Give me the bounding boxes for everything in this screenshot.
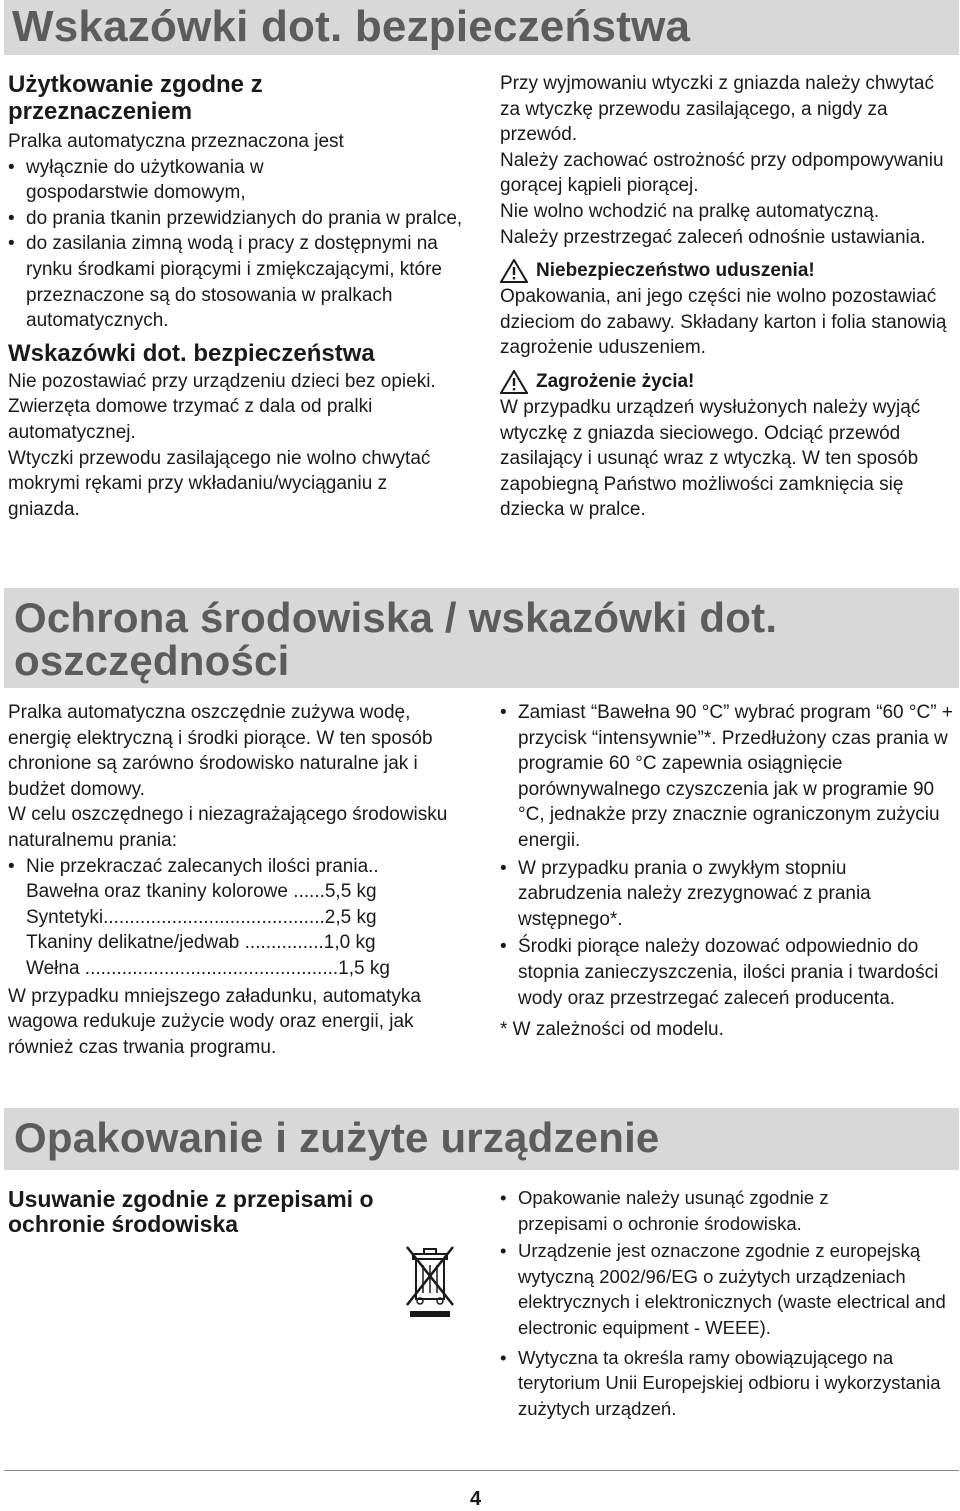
load-row: Syntetyki..........................................2,5 kg — [26, 906, 377, 928]
intended-use-list — [8, 155, 463, 334]
weee-crossed-bin-icon — [404, 1243, 456, 1319]
safety-subheading: Wskazówki dot. bezpieczeństwa — [8, 339, 375, 367]
list-item: • do zasilania zimną wodą i pracy z dostępnymi na rynku środkami piorącymi i zmiękczającymi, które przeznaczone są do stosowania w pralkach automatycznych. — [8, 231, 463, 333]
section-title-line: oszczędności — [14, 637, 290, 684]
environment-outro: W przypadku mniejszego załadunku, automatyka wagowa redukuje zużycie wody oraz energii, jak również czas trwania programu. — [8, 985, 421, 1058]
safety-paragraph: Należy zachować ostrożność przy odpompowywaniu gorącej kąpieli piorącej. — [500, 149, 944, 197]
list-item: • Wytyczna ta określa ramy obowiązującego na terytorium Unii Europejskiej odbioru i wykorzystania zużytych urządzeń. — [500, 1345, 958, 1422]
list-item: • Opakowanie należy usunąć zgodnie z przepisami o ochronie środowiska. — [500, 1185, 880, 1236]
list-item: • wyłącznie do użytkowania w gospodarstwie domowym, — [8, 155, 298, 206]
safety-paragraph: Przy wyjmowaniu wtyczki z gniazda należy chwytać za wtyczkę przewodu zasilającego, a nigdy za przewód. — [500, 73, 934, 146]
disposal-list — [500, 1185, 958, 1421]
warning-title: Niebezpieczeństwo uduszenia! — [536, 260, 815, 282]
page-number: 4 — [470, 1488, 482, 1510]
list-item: • W przypadku prania o zwykłym stopniu zabrudzenia należy zrezygnować z prania wstępnego*. — [500, 856, 955, 933]
environment-left-column — [8, 700, 468, 1060]
load-row: Wełna ................................................1,5 kg — [26, 957, 390, 979]
packaging-right-column — [500, 1185, 958, 1421]
safety-paragraph: Wtyczki przewodu zasilającego nie wolno chwytać mokrymi rękami przy wkładaniu/wyciąganiu z gniazda. — [8, 447, 431, 520]
warning-triangle-icon — [500, 370, 528, 394]
list-item: • do prania tkanin przewidzianych do prania w pralce, — [8, 206, 463, 232]
footer-divider — [4, 1470, 959, 1471]
safety-paragraph: Nie pozostawiać przy urządzeniu dzieci bez opieki. — [8, 370, 436, 392]
intended-use-heading: Użytkowanie zgodne z przeznaczeniem — [8, 71, 263, 125]
load-row: Tkaniny delikatne/jedwab ...............1,0 kg — [26, 932, 376, 954]
list-item: • Zamiast “Bawełna 90 °C” wybrać program “60 °C” + przycisk “intensywnie”*. Przedłużony czas prania w programie 60 °C zapewnia osiągnięcie porównywalnego czyszczenia jak w programie 90 °C, jednakże przy znacznie ograniczonym zużyciu energii. — [500, 700, 955, 854]
safety-left-column — [8, 71, 463, 522]
warning-danger-to-life — [500, 369, 950, 395]
disposal-heading: Usuwanie zgodnie z przepisami o ochronie środowiska — [8, 1186, 374, 1237]
environment-intro: Pralka automatyczna oszczędnie zużywa wodę, energię elektryczną i środki piorące. W ten sposób chronione są zarówno środowisko naturalne jak i budżet domowy. — [8, 702, 433, 800]
environment-right-column — [500, 700, 955, 1043]
packaging-left-column — [8, 1185, 458, 1237]
section-title-environment — [4, 588, 959, 688]
warning-title: Zagrożenie życia! — [536, 371, 695, 393]
saving-tips-list — [500, 700, 955, 1011]
safety-paragraph: Nie wolno wchodzić na pralkę automatyczną. — [500, 200, 880, 222]
warning-text: Opakowania, ani jego części nie wolno pozostawiać dzieciom do zabawy. Składany karton i folia stanowią zagrożenie uduszeniem. — [500, 286, 947, 359]
section-title-packaging: Opakowanie i zużyte urządzenie — [4, 1108, 959, 1170]
safety-paragraph: Zwierzęta domowe trzymać z dala od pralki automatycznej. — [8, 396, 373, 443]
list-item: • Urządzenie jest oznaczone zgodnie z europejską wytyczną 2002/96/EG o zużytych urządzeniach elektrycznych i elektronicznych (waste electrical and electronic equipment - WEEE). — [500, 1238, 958, 1340]
warning-triangle-icon — [500, 259, 528, 283]
intended-use-intro: Pralka automatyczna przeznaczona jest — [8, 131, 344, 152]
safety-right-column — [500, 71, 950, 523]
list-item: • Środki piorące należy dozować odpowiednio do stopnia zanieczyszczenia, ilości prania i twardości wody oraz przestrzegać zaleceń producenta. — [500, 934, 955, 1011]
section-title-safety: Wskazówki dot. bezpieczeństwa — [4, 0, 959, 55]
warning-suffocation — [500, 258, 950, 284]
footnote: * W zależności od modelu. — [500, 1019, 724, 1041]
environment-intro: W celu oszczędnego i niezagrażającego środowisku naturalnemu prania: — [8, 804, 448, 851]
warning-text: W przypadku urządzeń wysłużonych należy wyjąć wtyczkę z gniazda sieciowego. Odciąć przewód zasilający i usunąć wraz z wtyczką. W ten sposób zapobiegną Państwo możliwości zamknięcia się dziecka w pralce. — [500, 396, 921, 521]
load-row: Bawełna oraz tkaniny kolorowe ......5,5 kg — [26, 881, 377, 903]
safety-paragraph: Należy przestrzegać zaleceń odnośnie ustawiania. — [500, 226, 926, 248]
section-title-line: Ochrona środowiska / wskazówki dot. — [14, 594, 778, 641]
list-item: • Nie przekraczać zalecanych ilości prania.. — [8, 854, 388, 880]
load-list — [8, 854, 468, 880]
